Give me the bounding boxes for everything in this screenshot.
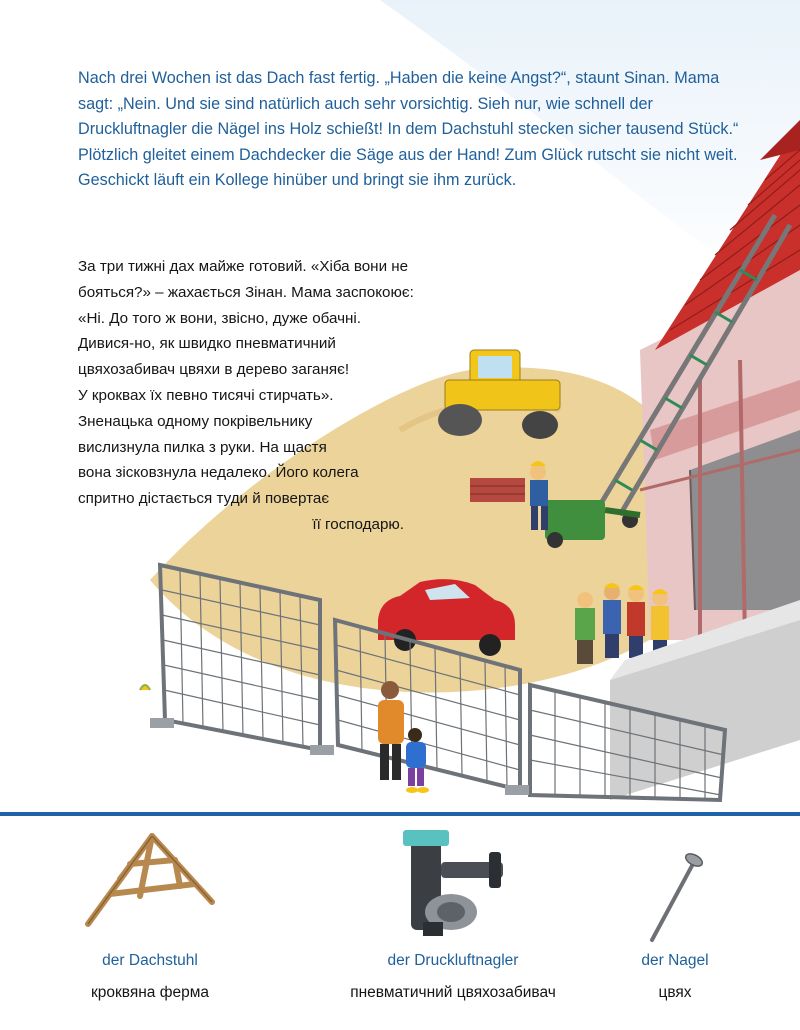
story-line-uk: спритно дістається туди й повертає [78, 490, 330, 508]
story-line-uk: її господарю. [312, 515, 404, 533]
story-line-uk: вислизнула пилка з руки. На щастя [78, 438, 327, 456]
vocab-term-uk: пневматичний цвяхозабивач [350, 984, 556, 1001]
story-line-uk: «Ні. До того ж вони, звісно, дуже обачні. [78, 309, 362, 327]
vocab-term-de: der Nagel [641, 952, 709, 969]
vocab-item-dachstuhl [40, 816, 260, 1030]
roof-truss-icon [80, 824, 220, 934]
nail-icon [630, 844, 720, 954]
story-line-uk: За три тижні дах майже готовий. «Хіба вони не [78, 258, 409, 275]
nail-gun-icon [393, 822, 513, 947]
story-line-uk: Зненацька одному покрівельнику [78, 412, 313, 430]
bricks-pallet [470, 478, 525, 502]
story-text-ukrainian [78, 254, 478, 538]
vocab-term-de: der Druckluftnagler [387, 952, 519, 969]
vocab-term-uk: кроквяна ферма [90, 984, 209, 1001]
vocab-item-nagel [610, 816, 740, 1030]
story-text-german: Nach drei Wochen ist das Dach fast fertig. „Haben die keine Angst?“, staunt Sinan. Mama sagt: „Nein. Und sie sind natürlich auch sehr vorsichtig. Sieh nur, wie schnell der Druckluftnagler die Nägel ins Holz schießt! In dem Dachstuhl stecken sicher tausend Stück.“ Plötzlich gleitet einem Dachdecker die Säge aus der Hand! Zum Glück rutscht sie nicht weit. Geschickt läuft ein Kollege hinüber und bringt sie ihm zurück. [78, 69, 739, 189]
story-line-uk: У кроквах їх певно тисячі стирчать». [78, 386, 334, 404]
story-line-uk: цвяхозабивач цвяхи в дерево заганяє! [78, 361, 350, 379]
story-line-uk: вона зісковзнула недалеко. Його колега [78, 464, 359, 482]
vocab-term-de: der Dachstuhl [102, 952, 198, 969]
story-line-uk: Дивися-но, як швидко пневматичний [78, 335, 336, 353]
vocab-item-druckluftnagler [318, 816, 588, 1030]
story-line-uk: бояться?» – жахається Зінан. Мама заспокоює: [78, 283, 414, 301]
vocab-term-uk: цвях [658, 984, 692, 1001]
